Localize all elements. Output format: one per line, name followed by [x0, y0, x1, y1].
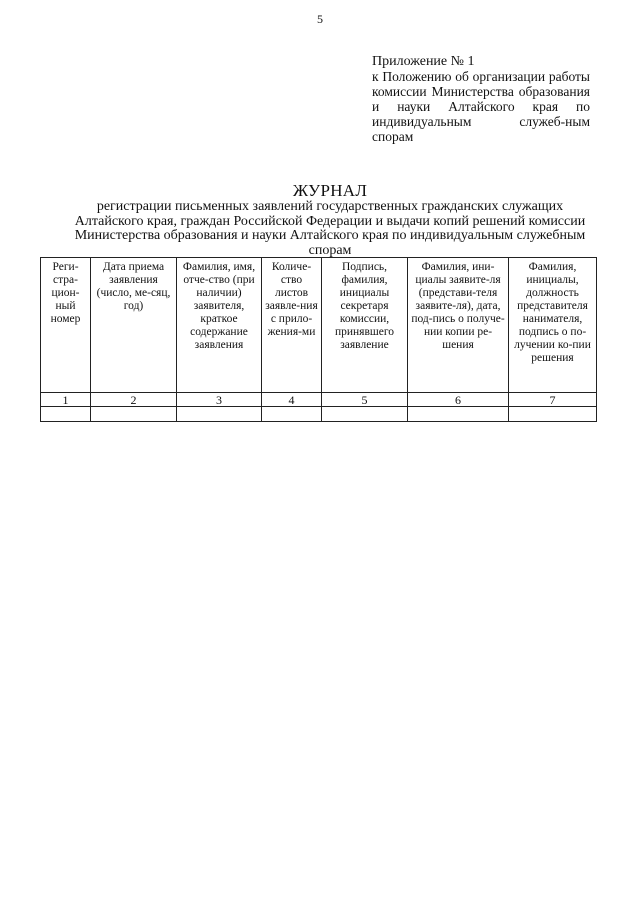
column-number: 1	[41, 393, 91, 407]
header-row	[41, 258, 597, 393]
entry-cell	[41, 407, 91, 422]
appendix-title: Приложение № 1	[372, 54, 475, 69]
entry-cell	[509, 407, 597, 422]
entry-cell	[322, 407, 408, 422]
column-number-row	[41, 393, 597, 407]
header-cell: Количе-ство листов заявле-ния с прило-жения-ми	[262, 258, 322, 393]
entry-cell	[91, 407, 177, 422]
register-table	[40, 257, 597, 422]
column-number: 4	[262, 393, 322, 407]
empty-entry-row	[41, 407, 597, 422]
appendix-body: к Положению об организации работы комиссии Министерства образования и науки Алтайского края по индивидуальным служеб-ным спорам	[372, 69, 590, 144]
page-number: 5	[317, 12, 323, 26]
header-cell: Фамилия, ини-циалы заявите-ля (представи-теля заявите-ля), дата, под-пись о получе-нии копии ре-шения	[408, 258, 509, 393]
column-number: 7	[509, 393, 597, 407]
entry-cell	[177, 407, 262, 422]
column-number: 6	[408, 393, 509, 407]
entry-cell	[408, 407, 509, 422]
journal-heading	[60, 182, 600, 258]
header-cell: Подпись, фамилия, инициалы секретаря комиссии, принявшего заявление	[322, 258, 408, 393]
column-number: 3	[177, 393, 262, 407]
header-cell: Фамилия, имя, отче-ство (при наличии) заявителя, краткое содержание заявления	[177, 258, 262, 393]
entry-cell	[262, 407, 322, 422]
journal-title: ЖУРНАЛ	[292, 181, 368, 200]
appendix-note	[372, 54, 590, 144]
column-number: 5	[322, 393, 408, 407]
header-cell: Фамилия, инициалы, должность представителя нанимателя, подпись о по-лучении ко-пии решения	[509, 258, 597, 393]
column-number: 2	[91, 393, 177, 407]
journal-subtitle: регистрации письменных заявлений государственных гражданских служащих Алтайского края, граждан Российской Федерации и выдачи копий решений комиссии Министерства образования и науки Алтайского края по индивидуальным служебным спорам	[74, 199, 586, 258]
header-cell: Дата приема заявления (число, ме-сяц, год)	[91, 258, 177, 393]
header-cell: Реги-стра-цион-ный номер	[41, 258, 91, 393]
